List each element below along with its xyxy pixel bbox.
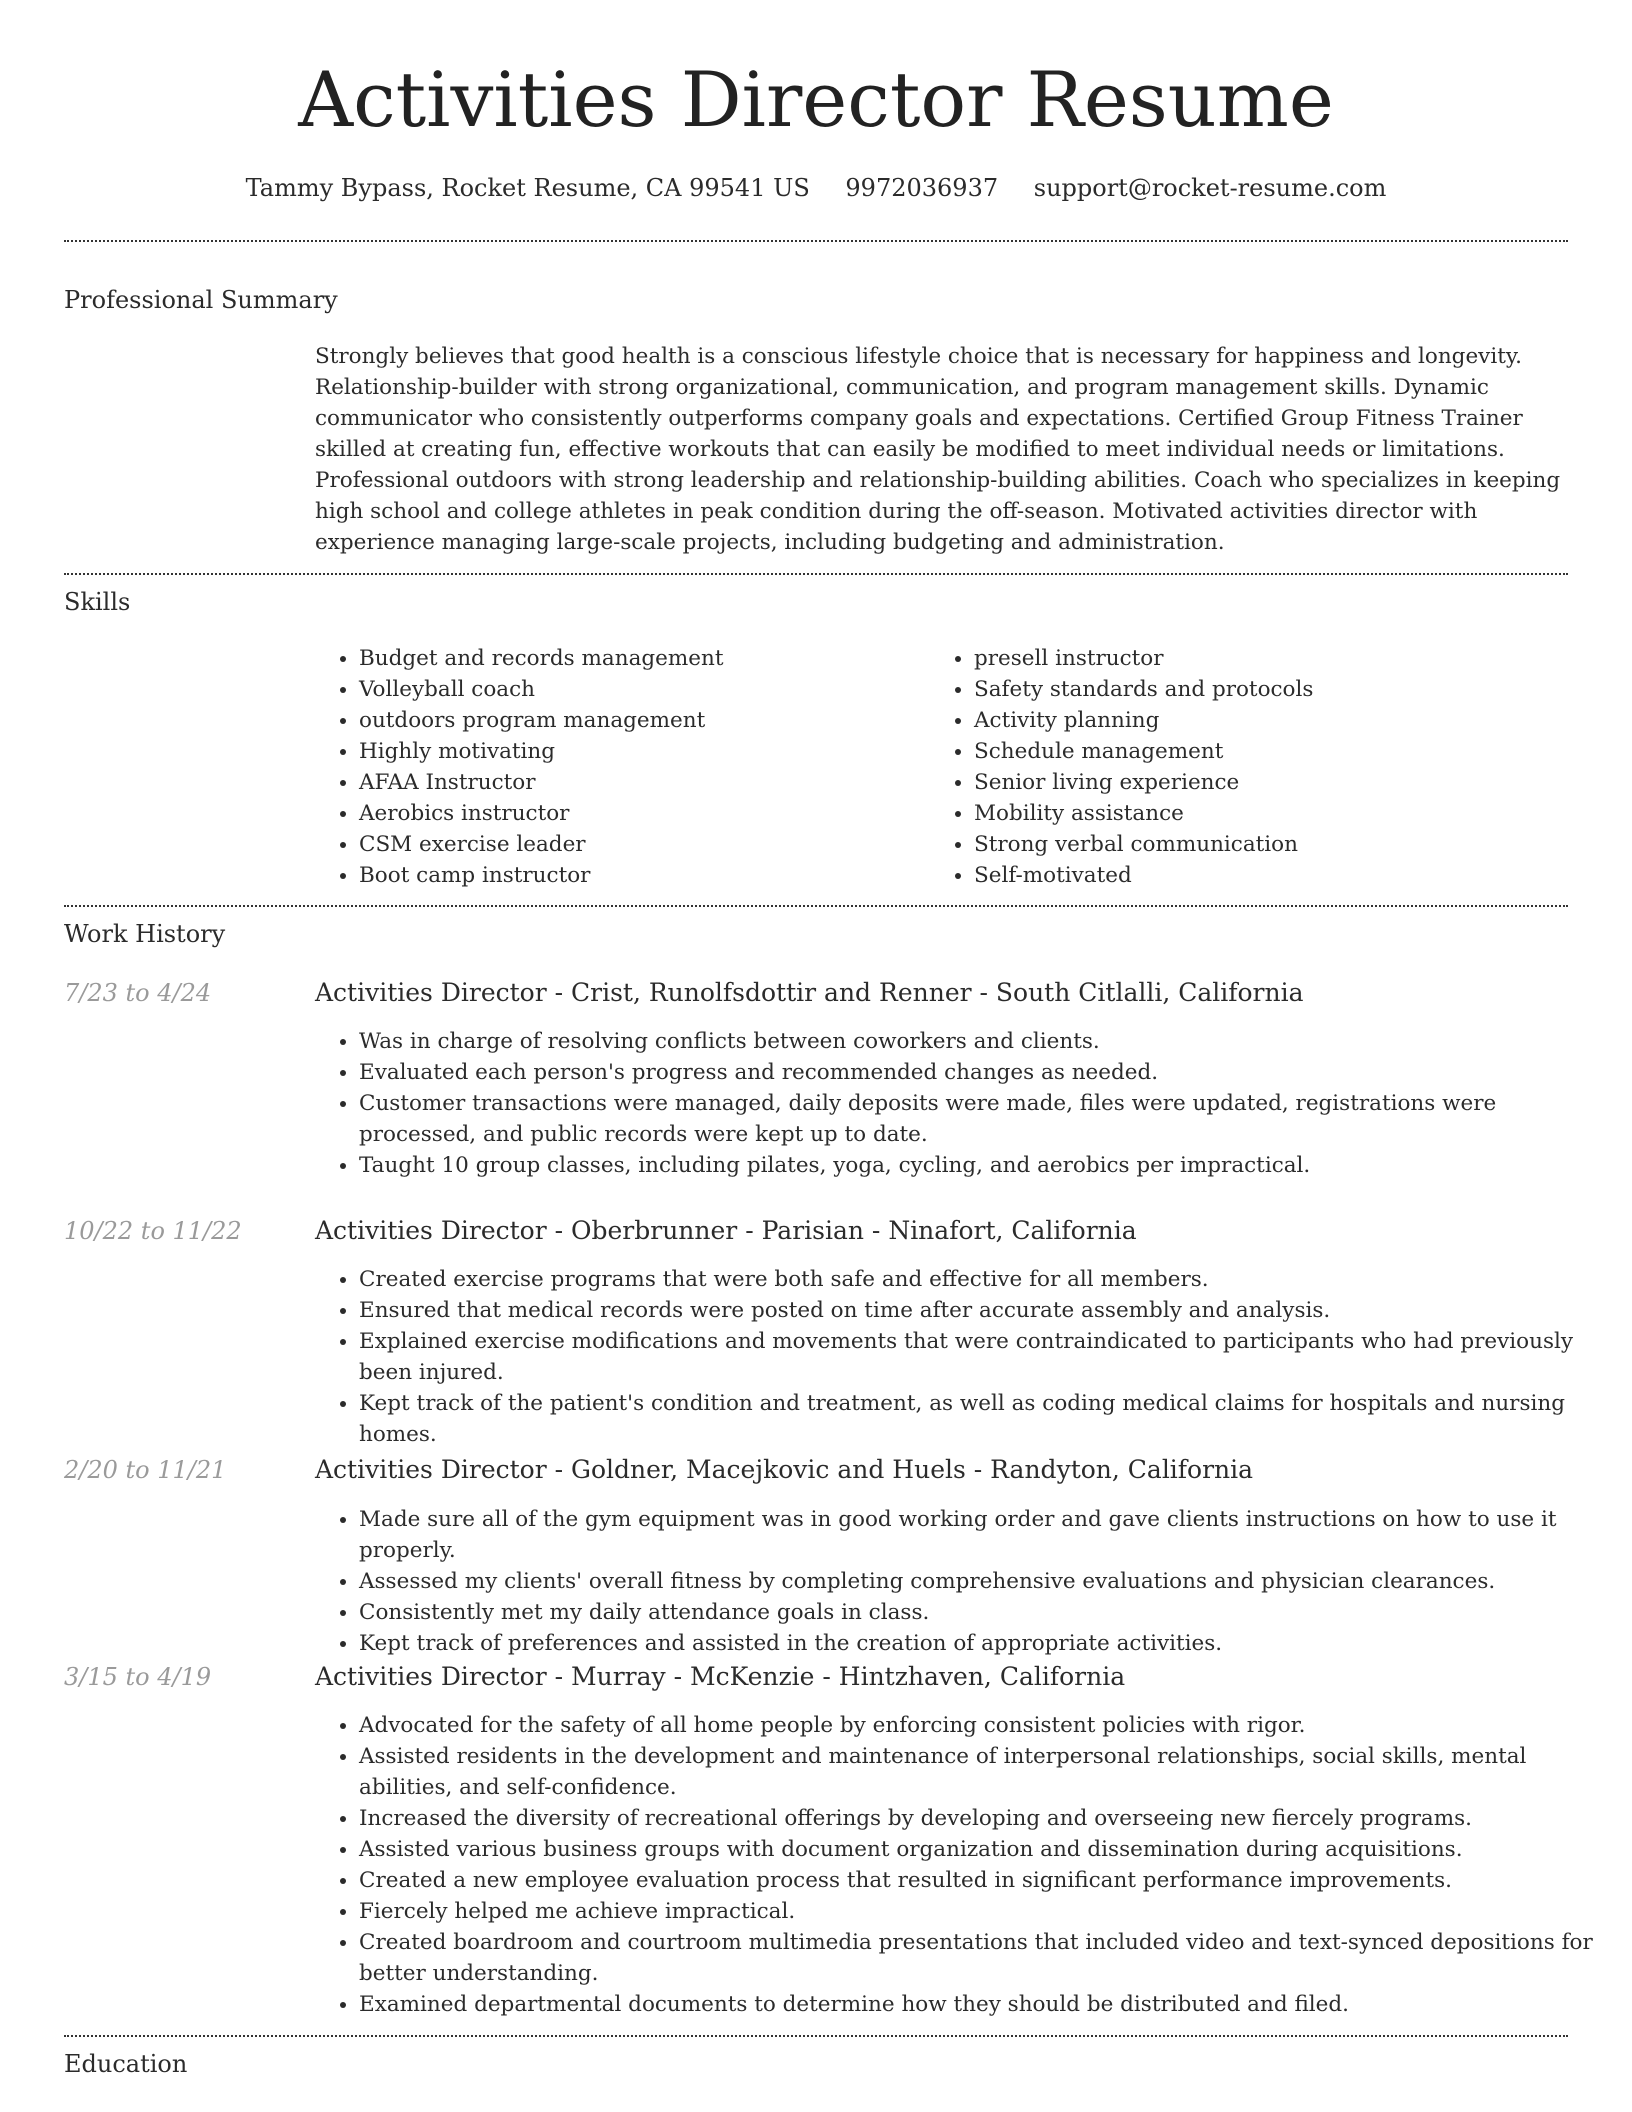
job-bullet: • Created a new employee evaluation process that resulted in significant performance improvements. — [359, 1865, 1614, 1896]
job-bullet: • Was in charge of resolving conflicts between coworkers and clients. — [359, 1026, 1614, 1057]
section-title-summary: Professional Summary — [64, 286, 338, 314]
skill-item: • Strong verbal communication — [974, 829, 1574, 860]
job-bullet: • Assessed my clients' overall fitness by completing comprehensive evaluations and physician clearances. — [359, 1566, 1614, 1597]
contact-line — [0, 172, 1632, 204]
skill-item: • presell instructor — [974, 643, 1574, 674]
contact-email: support@rocket-resume.com — [1033, 174, 1387, 202]
skill-item: • AFAA Instructor — [359, 767, 919, 798]
contact-phone: 9972036937 — [845, 174, 999, 202]
divider — [64, 573, 1568, 575]
job-bullet: • Explained exercise modifications and movements that were contraindicated to participants who had previously been injured. — [359, 1326, 1614, 1388]
skill-item: • CSM exercise leader — [359, 829, 919, 860]
job-title: Activities Director - Goldner, Macejkovic and Huels - Randyton, California — [315, 1455, 1254, 1484]
section-title-education: Education — [64, 2050, 188, 2078]
job-bullet: • Created exercise programs that were both safe and effective for all members. — [359, 1264, 1614, 1295]
section-title-work: Work History — [64, 920, 226, 948]
job-bullet: • Made sure all of the gym equipment was in good working order and gave clients instructions on how to use it properly. — [359, 1504, 1614, 1566]
divider — [64, 905, 1568, 907]
page-title: Activities Director Resume — [298, 55, 1334, 144]
skill-item: • Volleyball coach — [359, 674, 919, 705]
job-dates: 10/22 to 11/22 — [64, 1217, 242, 1245]
job-dates: 2/20 to 11/21 — [64, 1456, 227, 1484]
job-bullet: • Ensured that medical records were posted on time after accurate assembly and analysis. — [359, 1295, 1614, 1326]
job-bullets — [315, 1026, 1614, 1181]
contact-address: Tammy Bypass, Rocket Resume, CA 99541 US — [245, 174, 810, 202]
skill-item: • Boot camp instructor — [359, 860, 919, 891]
job-bullet: • Created boardroom and courtroom multimedia presentations that included video and text-synced depositions for better understanding. — [359, 1927, 1614, 1989]
job-dates: 7/23 to 4/24 — [64, 979, 212, 1007]
skills-list-right — [930, 643, 1574, 891]
skill-item: • Activity planning — [974, 705, 1574, 736]
job-bullets — [315, 1504, 1614, 1659]
job-bullets — [315, 1264, 1614, 1450]
job-bullet: • Consistently met my daily attendance goals in class. — [359, 1597, 1614, 1628]
skill-item: • Budget and records management — [359, 643, 919, 674]
skills-list-left — [315, 643, 919, 891]
job-bullet: • Evaluated each person's progress and recommended changes as needed. — [359, 1057, 1614, 1088]
job-title: Activities Director - Oberbrunner - Parisian - Ninafort, California — [315, 1216, 1137, 1245]
job-bullet: • Taught 10 group classes, including pilates, yoga, cycling, and aerobics per impractical. — [359, 1150, 1614, 1181]
divider — [64, 240, 1568, 242]
skill-item: • Schedule management — [974, 736, 1574, 767]
divider — [64, 2035, 1568, 2037]
job-title: Activities Director - Murray - McKenzie - Hintzhaven, California — [315, 1662, 1126, 1691]
section-title-skills: Skills — [64, 588, 131, 616]
job-dates: 3/15 to 4/19 — [64, 1663, 212, 1691]
job-bullet: • Examined departmental documents to determine how they should be distributed and filed. — [359, 1989, 1614, 2020]
skill-item: • Highly motivating — [359, 736, 919, 767]
summary-text: Strongly believes that good health is a conscious lifestyle choice that is necessary for happiness and longevity. Relationship-builder with strong organizational, communication, and program management skills. Dynamic communicator who consistently outperforms company goals and expectations. Certified Group Fitness Trainer skilled at creating fun, effective workouts that can easily be modified to meet individual needs or limitations. Professional outdoors with strong leadership and relationship-building abilities. Coach who specializes in keeping high school and college athletes in peak condition during the off-season. Motivated activities director with experience managing large-scale projects, including budgeting and administration. — [315, 344, 1561, 555]
job-title: Activities Director - Crist, Runolfsdottir and Renner - South Citlalli, California — [315, 978, 1304, 1007]
job-bullet: • Kept track of preferences and assisted in the creation of appropriate activities. — [359, 1628, 1614, 1659]
job-bullets — [315, 1710, 1614, 2020]
job-bullet: • Assisted various business groups with document organization and dissemination during acquisitions. — [359, 1834, 1614, 1865]
job-bullet: • Kept track of the patient's condition and treatment, as well as coding medical claims for hospitals and nursing homes. — [359, 1388, 1614, 1450]
job-bullet: • Increased the diversity of recreational offerings by developing and overseeing new fiercely programs. — [359, 1803, 1614, 1834]
skill-item: • Safety standards and protocols — [974, 674, 1574, 705]
job-bullet: • Advocated for the safety of all home people by enforcing consistent policies with rigor. — [359, 1710, 1614, 1741]
skill-item: • Aerobics instructor — [359, 798, 919, 829]
skill-item: • Self-motivated — [974, 860, 1574, 891]
job-bullet: • Fiercely helped me achieve impractical. — [359, 1896, 1614, 1927]
job-bullet: • Assisted residents in the development and maintenance of interpersonal relationships, social skills, mental abilities, and self-confidence. — [359, 1741, 1614, 1803]
skill-item: • Mobility assistance — [974, 798, 1574, 829]
skill-item: • Senior living experience — [974, 767, 1574, 798]
skill-item: • outdoors program management — [359, 705, 919, 736]
job-bullet: • Customer transactions were managed, daily deposits were made, files were updated, registrations were processed, and public records were kept up to date. — [359, 1088, 1614, 1150]
